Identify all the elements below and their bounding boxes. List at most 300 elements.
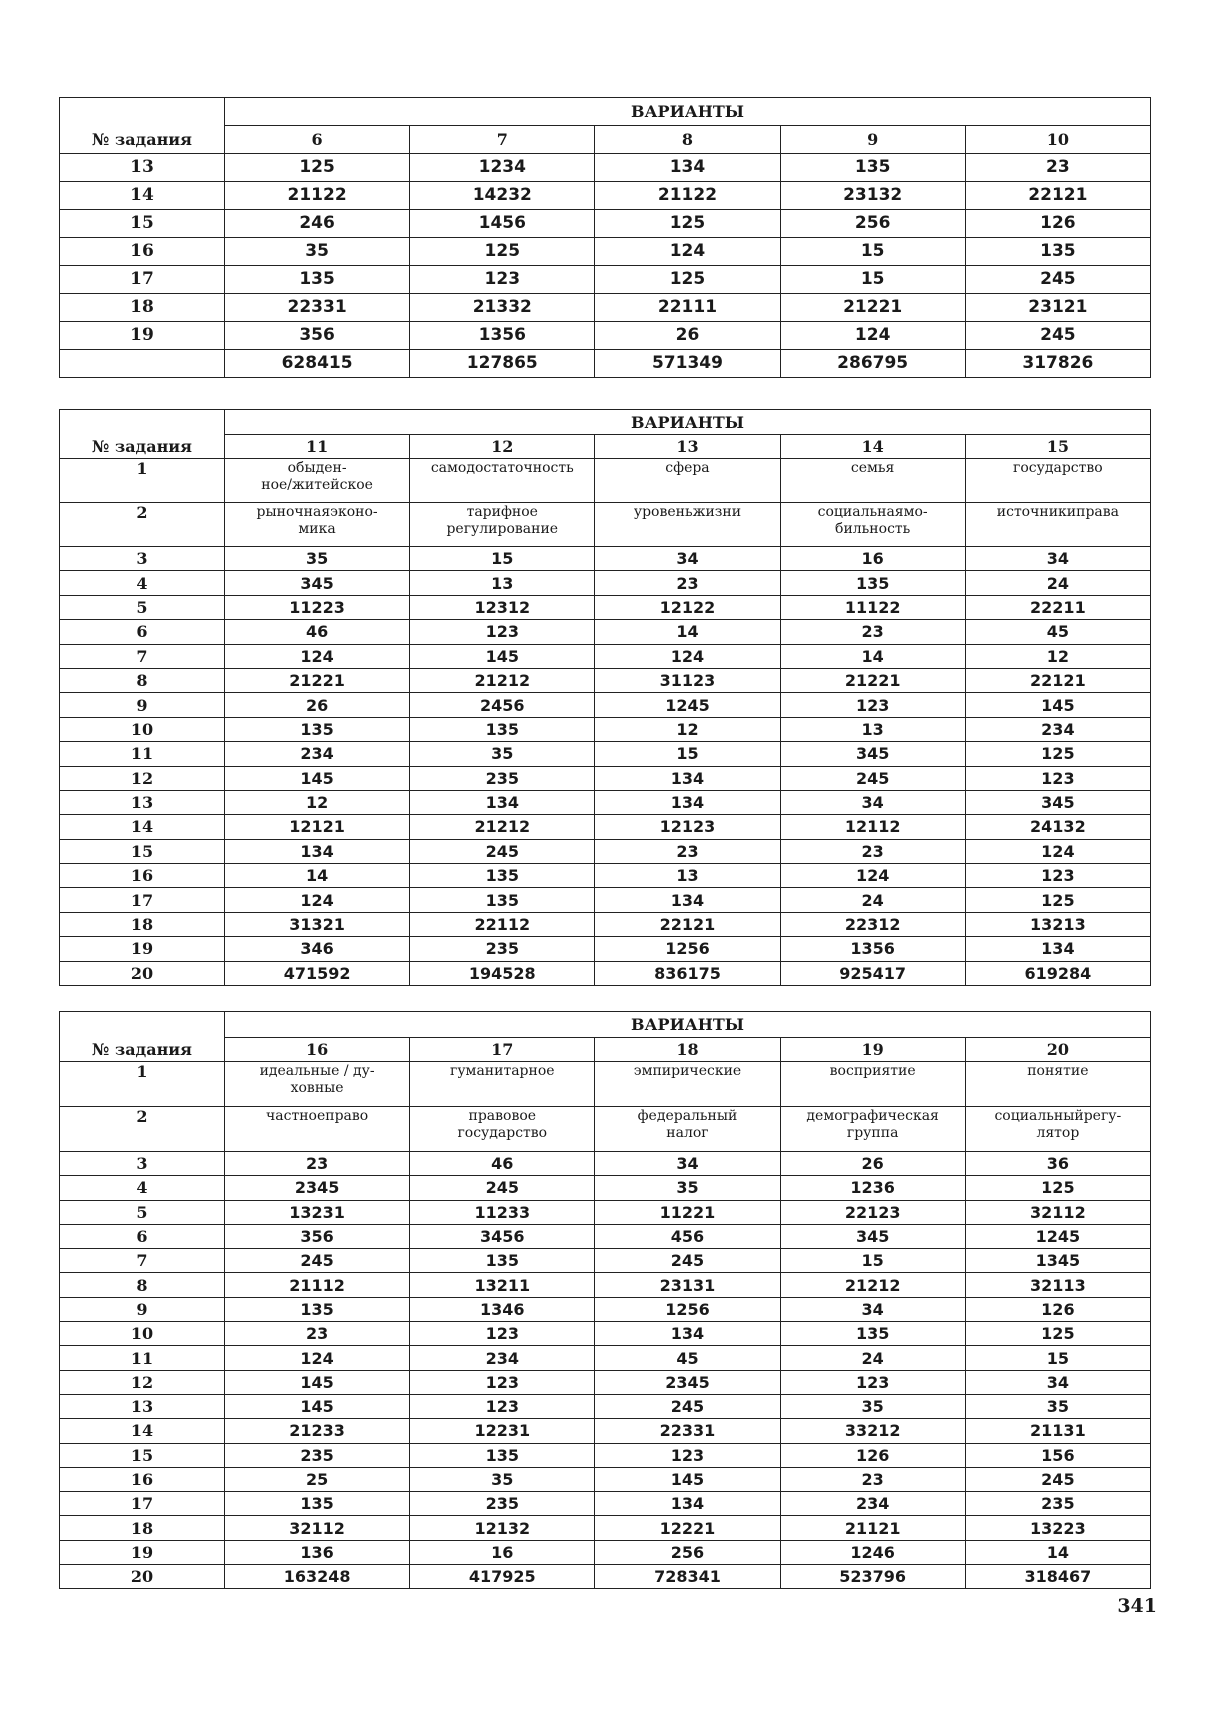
answer-cell: 245 <box>595 1394 780 1418</box>
task-number-cell: 16 <box>60 864 225 888</box>
answer-cell: 12132 <box>410 1516 595 1540</box>
table-row <box>60 1492 1151 1516</box>
answer-cell: тарифное регулирование <box>410 503 595 547</box>
answer-cell: 32112 <box>965 1200 1150 1224</box>
answers-table-1 <box>59 97 1151 378</box>
answer-cell: 145 <box>225 766 410 790</box>
answer-cell: 124 <box>965 839 1150 863</box>
task-number-cell: 19 <box>60 1540 225 1564</box>
answer-cell: 123 <box>780 693 965 717</box>
answer-cell: 135 <box>780 154 965 182</box>
answer-cell: 31321 <box>225 912 410 936</box>
table-row <box>60 1467 1151 1491</box>
answer-cell: 235 <box>410 1492 595 1516</box>
answer-cell: 256 <box>780 210 965 238</box>
task-number-cell: 15 <box>60 210 225 238</box>
variants-header: ВАРИАНТЫ <box>225 98 1151 126</box>
answer-cell: федеральный налог <box>595 1107 780 1152</box>
answer-cell: 123 <box>780 1370 965 1394</box>
table-row <box>60 210 1151 238</box>
answer-cell: 235 <box>225 1443 410 1467</box>
answer-cell: 23 <box>595 571 780 595</box>
answer-cell: 23132 <box>780 182 965 210</box>
answer-cell: 2345 <box>595 1370 780 1394</box>
answer-cell: 135 <box>410 864 595 888</box>
task-number-cell: 17 <box>60 888 225 912</box>
answer-cell: 125 <box>965 1322 1150 1346</box>
answer-cell: 245 <box>595 1249 780 1273</box>
table-row <box>60 864 1151 888</box>
answer-cell: 21131 <box>965 1419 1150 1443</box>
answer-cell: 26 <box>780 1152 965 1176</box>
table-row <box>60 459 1151 503</box>
answer-cell: частноеправо <box>225 1107 410 1152</box>
table-row <box>60 322 1151 350</box>
table-row <box>60 1224 1151 1248</box>
answer-cell: 13213 <box>965 912 1150 936</box>
answer-cell: эмпирические <box>595 1062 780 1107</box>
task-number-cell: 8 <box>60 668 225 692</box>
answer-cell: 135 <box>780 1322 965 1346</box>
table-row <box>60 1322 1151 1346</box>
table-row <box>60 1394 1151 1418</box>
table-row <box>60 1370 1151 1394</box>
task-number-header: № задания <box>60 126 225 154</box>
variant-header: 16 <box>225 1038 410 1062</box>
task-number-cell: 19 <box>60 937 225 961</box>
answer-cell: 34 <box>965 1370 1150 1394</box>
answer-cell: 35 <box>780 1394 965 1418</box>
answer-cell: 21332 <box>410 294 595 322</box>
answer-cell: 163248 <box>225 1565 410 1589</box>
answer-cell: 12123 <box>595 815 780 839</box>
table-row <box>60 1297 1151 1321</box>
answer-cell: 124 <box>780 864 965 888</box>
answer-cell: 12 <box>965 644 1150 668</box>
answer-cell: 628415 <box>225 350 410 378</box>
task-number-cell: 12 <box>60 1370 225 1394</box>
answer-cell: 145 <box>225 1394 410 1418</box>
answer-cell: 36 <box>965 1152 1150 1176</box>
answer-cell: 14232 <box>410 182 595 210</box>
answer-cell: 35 <box>965 1394 1150 1418</box>
answer-cell: 13 <box>410 571 595 595</box>
task-number-cell: 9 <box>60 1297 225 1321</box>
answer-cell: 246 <box>225 210 410 238</box>
answer-cell: рыночнаяэконо- мика <box>225 503 410 547</box>
answer-cell: источникиправа <box>965 503 1150 547</box>
task-number-cell: 18 <box>60 1516 225 1540</box>
answer-cell: 1246 <box>780 1540 965 1564</box>
answer-cell: 1456 <box>410 210 595 238</box>
table-row <box>60 238 1151 266</box>
answer-cell: 13211 <box>410 1273 595 1297</box>
answer-cell: 23 <box>780 839 965 863</box>
answer-cell: 123 <box>410 266 595 294</box>
answer-cell: 35 <box>410 742 595 766</box>
answer-cell: 22331 <box>225 294 410 322</box>
task-number-cell: 14 <box>60 182 225 210</box>
answer-cell: 34 <box>595 1152 780 1176</box>
answer-cell: 34 <box>780 790 965 814</box>
answer-cell: 245 <box>965 1467 1150 1491</box>
task-number-cell: 6 <box>60 1224 225 1248</box>
answer-cell: 15 <box>410 547 595 571</box>
variant-header: 10 <box>965 126 1150 154</box>
task-number-cell: 6 <box>60 620 225 644</box>
answer-cell: 23 <box>780 620 965 644</box>
answer-cell: 24 <box>780 888 965 912</box>
answer-cell: 34 <box>595 547 780 571</box>
answer-cell: 127865 <box>410 350 595 378</box>
answer-cell: 523796 <box>780 1565 965 1589</box>
task-number-cell: 17 <box>60 266 225 294</box>
table-row <box>60 790 1151 814</box>
answer-cell: 22331 <box>595 1419 780 1443</box>
answer-cell: 134 <box>595 790 780 814</box>
table-row <box>60 839 1151 863</box>
answer-cell: 11223 <box>225 595 410 619</box>
task-number-cell: 13 <box>60 790 225 814</box>
answer-cell: 134 <box>595 1322 780 1346</box>
answer-cell: понятие <box>965 1062 1150 1107</box>
table-row <box>60 1443 1151 1467</box>
answers-table-3 <box>59 1011 1151 1589</box>
answer-cell: 156 <box>965 1443 1150 1467</box>
answer-cell: 15 <box>780 266 965 294</box>
answer-cell: 23 <box>225 1152 410 1176</box>
task-number-cell: 3 <box>60 1152 225 1176</box>
answer-cell: 571349 <box>595 350 780 378</box>
answer-cell: 145 <box>965 693 1150 717</box>
answer-cell: 135 <box>965 238 1150 266</box>
answer-cell: 1356 <box>780 937 965 961</box>
answer-cell: 15 <box>780 1249 965 1273</box>
answer-cell: 26 <box>225 693 410 717</box>
variant-header: 7 <box>410 126 595 154</box>
table-row <box>60 1540 1151 1564</box>
task-number-cell: 13 <box>60 1394 225 1418</box>
answer-cell: 22121 <box>965 182 1150 210</box>
table-row <box>60 350 1151 378</box>
answer-cell: 234 <box>410 1346 595 1370</box>
answer-cell: 23121 <box>965 294 1150 322</box>
table-row <box>60 154 1151 182</box>
answer-cell: 145 <box>410 644 595 668</box>
answer-cell: 245 <box>410 839 595 863</box>
answer-cell: 35 <box>225 547 410 571</box>
answer-cell: 135 <box>410 1443 595 1467</box>
answer-cell: 14 <box>595 620 780 644</box>
answer-cell: 134 <box>595 1492 780 1516</box>
table-row <box>60 815 1151 839</box>
answer-cell: уровеньжизни <box>595 503 780 547</box>
answer-cell: 12312 <box>410 595 595 619</box>
answer-cell: 22312 <box>780 912 965 936</box>
task-number-cell: 20 <box>60 1565 225 1589</box>
answer-cell: 345 <box>965 790 1150 814</box>
answer-cell: 1346 <box>410 1297 595 1321</box>
answer-cell: 345 <box>780 1224 965 1248</box>
answer-cell: 245 <box>965 322 1150 350</box>
answer-cell: 23 <box>965 154 1150 182</box>
variant-header: 20 <box>965 1038 1150 1062</box>
answer-cell: 356 <box>225 1224 410 1248</box>
answer-cell: 456 <box>595 1224 780 1248</box>
variant-header: 19 <box>780 1038 965 1062</box>
table-row <box>60 294 1151 322</box>
table-row <box>60 595 1151 619</box>
variant-header: 8 <box>595 126 780 154</box>
answer-cell: 235 <box>965 1492 1150 1516</box>
answer-cell: 15 <box>780 238 965 266</box>
answer-cell: 125 <box>965 742 1150 766</box>
answer-cell: 23 <box>780 1467 965 1491</box>
answer-cell: 124 <box>595 644 780 668</box>
answer-cell: 21212 <box>780 1273 965 1297</box>
answer-cell: 235 <box>410 766 595 790</box>
task-number-cell: 9 <box>60 693 225 717</box>
answer-cell: 21233 <box>225 1419 410 1443</box>
answer-cell: 135 <box>225 1492 410 1516</box>
answer-cell: 1356 <box>410 322 595 350</box>
variant-header: 17 <box>410 1038 595 1062</box>
task-number-cell: 14 <box>60 815 225 839</box>
answer-cell: 45 <box>965 620 1150 644</box>
answer-cell: 1256 <box>595 1297 780 1321</box>
answer-cell: 2345 <box>225 1176 410 1200</box>
answer-cell: 21221 <box>780 294 965 322</box>
answer-cell: 234 <box>225 742 410 766</box>
answer-cell: 1256 <box>595 937 780 961</box>
answer-cell: 124 <box>225 1346 410 1370</box>
table-row <box>60 620 1151 644</box>
answer-cell: 256 <box>595 1540 780 1564</box>
task-number-cell: 19 <box>60 322 225 350</box>
table-row <box>60 1565 1151 1589</box>
answer-cell: 135 <box>225 1297 410 1321</box>
answer-cell: 25 <box>225 1467 410 1491</box>
table-row <box>60 1200 1151 1224</box>
table-row <box>60 693 1151 717</box>
answer-cell: 245 <box>965 266 1150 294</box>
answer-cell: 1245 <box>595 693 780 717</box>
answer-cell: 286795 <box>780 350 965 378</box>
answer-cell: 123 <box>410 1322 595 1346</box>
answer-cell: 134 <box>595 154 780 182</box>
table-row <box>60 766 1151 790</box>
table-row <box>60 1516 1151 1540</box>
answer-cell: 21122 <box>225 182 410 210</box>
answer-cell: 13231 <box>225 1200 410 1224</box>
task-number-header: № задания <box>60 1038 225 1062</box>
answer-cell: 12122 <box>595 595 780 619</box>
answer-cell: 125 <box>410 238 595 266</box>
answer-cell: 1245 <box>965 1224 1150 1248</box>
answer-cell: 123 <box>965 864 1150 888</box>
answer-cell: социальныйрегу- лятор <box>965 1107 1150 1152</box>
task-number-cell: 10 <box>60 1322 225 1346</box>
answer-cell: 194528 <box>410 961 595 985</box>
answer-cell: 126 <box>780 1443 965 1467</box>
answer-cell: 134 <box>410 790 595 814</box>
answer-cell: 24 <box>780 1346 965 1370</box>
answer-cell: 12121 <box>225 815 410 839</box>
answer-cell: 35 <box>595 1176 780 1200</box>
answer-cell: 125 <box>225 154 410 182</box>
answer-cell: 3456 <box>410 1224 595 1248</box>
table-row <box>60 1346 1151 1370</box>
task-number-cell: 2 <box>60 503 225 547</box>
answer-cell: 14 <box>780 644 965 668</box>
variant-header: 18 <box>595 1038 780 1062</box>
answer-cell: 345 <box>780 742 965 766</box>
answer-cell: обыден- ное/житейское <box>225 459 410 503</box>
answers-table-2 <box>59 409 1151 986</box>
answer-cell: 35 <box>410 1467 595 1491</box>
task-number-cell: 5 <box>60 1200 225 1224</box>
task-number-cell: 15 <box>60 1443 225 1467</box>
answer-cell: семья <box>780 459 965 503</box>
answer-cell: 33212 <box>780 1419 965 1443</box>
answer-cell: 11122 <box>780 595 965 619</box>
answer-cell: 22112 <box>410 912 595 936</box>
answer-cell: 32112 <box>225 1516 410 1540</box>
table-row <box>60 266 1151 294</box>
answer-cell: 15 <box>965 1346 1150 1370</box>
table-row <box>60 888 1151 912</box>
answer-cell: 13 <box>780 717 965 741</box>
answer-cell: 24132 <box>965 815 1150 839</box>
answer-cell: 12221 <box>595 1516 780 1540</box>
answer-cell: 124 <box>225 644 410 668</box>
task-number-cell: 20 <box>60 961 225 985</box>
answer-cell: 134 <box>965 937 1150 961</box>
answer-cell: 417925 <box>410 1565 595 1589</box>
table-row <box>60 182 1151 210</box>
task-number-header: № задания <box>60 435 225 459</box>
answer-cell: 134 <box>595 766 780 790</box>
task-number-cell: 7 <box>60 1249 225 1273</box>
corner-cell <box>60 1012 225 1038</box>
answer-cell: 125 <box>965 1176 1150 1200</box>
answer-cell: 925417 <box>780 961 965 985</box>
answer-cell: 135 <box>225 717 410 741</box>
variant-header: 14 <box>780 435 965 459</box>
task-number-cell: 11 <box>60 1346 225 1370</box>
task-number-cell: 14 <box>60 1419 225 1443</box>
variant-header: 12 <box>410 435 595 459</box>
table-row <box>60 717 1151 741</box>
table-row <box>60 742 1151 766</box>
answer-cell: 234 <box>780 1492 965 1516</box>
task-number-cell: 5 <box>60 595 225 619</box>
answer-cell: сфера <box>595 459 780 503</box>
answer-cell: 22121 <box>965 668 1150 692</box>
answer-cell: государство <box>965 459 1150 503</box>
answer-cell: 32113 <box>965 1273 1150 1297</box>
task-number-cell: 13 <box>60 154 225 182</box>
answer-cell: 125 <box>595 210 780 238</box>
variant-header: 15 <box>965 435 1150 459</box>
task-number-cell: 2 <box>60 1107 225 1152</box>
answer-cell: 124 <box>780 322 965 350</box>
answer-cell: 123 <box>595 1443 780 1467</box>
answer-cell: 245 <box>780 766 965 790</box>
answer-cell: 124 <box>225 888 410 912</box>
table-row <box>60 912 1151 936</box>
task-number-cell: 3 <box>60 547 225 571</box>
answer-cell: 11233 <box>410 1200 595 1224</box>
answer-cell: 126 <box>965 210 1150 238</box>
answer-cell: 14 <box>965 1540 1150 1564</box>
answer-cell: 24 <box>965 571 1150 595</box>
answer-cell: 46 <box>225 620 410 644</box>
answer-cell: 23131 <box>595 1273 780 1297</box>
answer-cell: 728341 <box>595 1565 780 1589</box>
task-number-cell: 18 <box>60 294 225 322</box>
answer-cell: 125 <box>595 266 780 294</box>
answer-cell: 346 <box>225 937 410 961</box>
answer-cell: 123 <box>410 1370 595 1394</box>
answer-cell: 471592 <box>225 961 410 985</box>
answer-cell: 12 <box>595 717 780 741</box>
answer-cell: 21221 <box>780 668 965 692</box>
task-number-cell: 4 <box>60 571 225 595</box>
answer-cell: 31123 <box>595 668 780 692</box>
task-number-cell: 16 <box>60 238 225 266</box>
answer-cell: 13223 <box>965 1516 1150 1540</box>
answer-cell: 12231 <box>410 1419 595 1443</box>
answer-cell: 26 <box>595 322 780 350</box>
answer-cell: 12 <box>225 790 410 814</box>
variant-header: 13 <box>595 435 780 459</box>
table-row <box>60 1273 1151 1297</box>
answer-cell: 1236 <box>780 1176 965 1200</box>
answer-cell: 21212 <box>410 668 595 692</box>
answer-cell: социальнаямо- бильность <box>780 503 965 547</box>
answer-cell: 34 <box>780 1297 965 1321</box>
variants-header: ВАРИАНТЫ <box>225 1012 1151 1038</box>
answer-cell: 22111 <box>595 294 780 322</box>
answer-cell: 14 <box>225 864 410 888</box>
answer-cell: самодостаточность <box>410 459 595 503</box>
answer-cell: 22123 <box>780 1200 965 1224</box>
answer-cell: 136 <box>225 1540 410 1564</box>
answer-cell: 124 <box>595 238 780 266</box>
answer-cell: 1345 <box>965 1249 1150 1273</box>
table-row <box>60 937 1151 961</box>
table-row <box>60 668 1151 692</box>
task-number-cell: 8 <box>60 1273 225 1297</box>
answer-cell: 145 <box>225 1370 410 1394</box>
variant-header: 11 <box>225 435 410 459</box>
answer-cell: 34 <box>965 547 1150 571</box>
answer-cell: 2456 <box>410 693 595 717</box>
answer-cell: 135 <box>225 266 410 294</box>
answer-cell: 123 <box>410 1394 595 1418</box>
answer-cell: 126 <box>965 1297 1150 1321</box>
answer-cell: 317826 <box>965 350 1150 378</box>
answer-cell: 123 <box>965 766 1150 790</box>
answer-cell: 22211 <box>965 595 1150 619</box>
answer-cell: 21212 <box>410 815 595 839</box>
answer-cell: 345 <box>225 571 410 595</box>
corner-cell <box>60 410 225 435</box>
table-row <box>60 547 1151 571</box>
answer-cell: 135 <box>410 1249 595 1273</box>
table-row <box>60 503 1151 547</box>
